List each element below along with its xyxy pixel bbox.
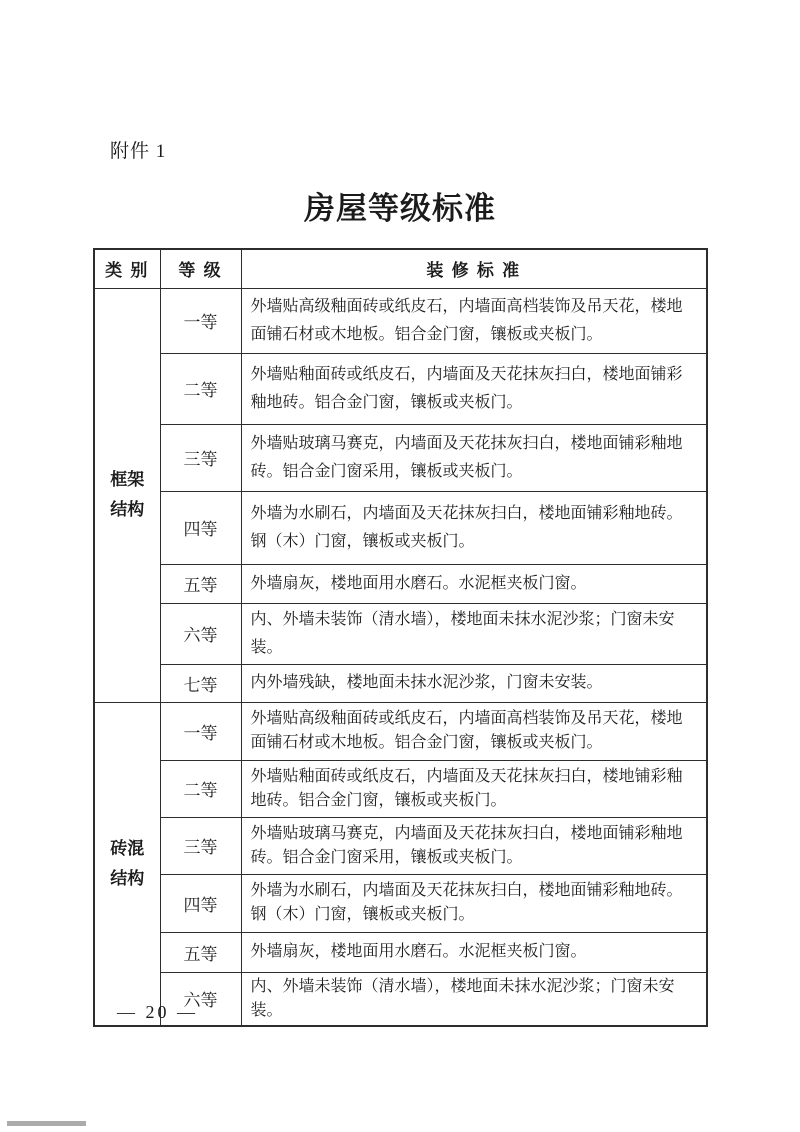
table-row: [94, 817, 707, 874]
grade-cell: 一等: [160, 288, 241, 353]
category-line: 砖混: [110, 838, 145, 858]
grade-cell: 四等: [160, 491, 241, 564]
table-row: [94, 564, 707, 603]
standard-cell: 外墙贴高级釉面砖或纸皮石，内墙面高档装饰及吊天花，楼地面铺石材或木地板。铝合金门窗，镶板或夹板门。: [241, 288, 707, 353]
grade-cell: 七等: [160, 664, 241, 702]
column-header-grade: 等 级: [160, 249, 241, 288]
standard-cell: 外墙贴高级釉面砖或纸皮石，内墙面高档装饰及吊天花，楼地面铺石材或木地板。铝合金门窗，镶板或夹板门。: [241, 702, 707, 760]
grade-cell: 六等: [160, 972, 241, 1026]
grade-cell: 三等: [160, 424, 241, 491]
category-line: 结构: [110, 868, 145, 888]
standard-cell: 外墙为水刷石，内墙面及天花抹灰扫白，楼地面铺彩釉地砖。钢（木）门窗，镶板或夹板门。: [241, 874, 707, 932]
standard-cell: 内、外墙未装饰（清水墙），楼地面未抹水泥沙浆；门窗未安装。: [241, 603, 707, 664]
page-title: 房屋等级标准: [304, 191, 496, 226]
scan-artifact-bar: [7, 1121, 86, 1126]
grade-cell: 一等: [160, 702, 241, 760]
attachment-label: 附件 1: [110, 141, 167, 162]
table-row: [94, 353, 707, 424]
column-header-standard: 装 修 标 准: [241, 249, 707, 288]
table-row: [94, 664, 707, 702]
standard-cell: 外墙贴玻璃马赛克，内墙面及天花抹灰扫白，楼地面铺彩釉地砖。铝合金门窗采用，镶板或夹板门。: [241, 424, 707, 491]
table-row: [94, 491, 707, 564]
housing-grade-standard-table: [93, 248, 708, 1027]
standard-cell: 外墙扇灰，楼地面用水磨石。水泥框夹板门窗。: [241, 564, 707, 603]
grade-cell: 五等: [160, 932, 241, 972]
category-cell-brick-concrete-structure: [94, 702, 160, 1026]
page-number: — 20 —: [117, 1002, 198, 1022]
category-cell-frame-structure: [94, 288, 160, 702]
table-row: [94, 932, 707, 972]
standard-cell: 外墙贴釉面砖或纸皮石，内墙面及天花抹灰扫白，楼地铺彩釉地砖。铝合金门窗，镶板或夹板门。: [241, 760, 707, 817]
grade-cell: 二等: [160, 760, 241, 817]
category-line: 框架: [110, 470, 145, 489]
table-row: [94, 288, 707, 353]
grade-cell: 二等: [160, 353, 241, 424]
table-row: [94, 760, 707, 817]
standard-cell: 外墙扇灰，楼地面用水磨石。水泥框夹板门窗。: [241, 932, 707, 972]
standard-cell: 外墙为水刷石，内墙面及天花抹灰扫白，楼地面铺彩釉地砖。钢（木）门窗，镶板或夹板门。: [241, 491, 707, 564]
standard-cell: 内、外墙未装饰（清水墙），楼地面未抹水泥沙浆；门窗未安装。: [241, 972, 707, 1026]
grade-cell: 四等: [160, 874, 241, 932]
grade-cell: 三等: [160, 817, 241, 874]
table-header-row: [94, 249, 707, 288]
standard-cell: 内外墙残缺，楼地面未抹水泥沙浆，门窗未安装。: [241, 664, 707, 702]
table-row: [94, 603, 707, 664]
table-row: [94, 702, 707, 760]
column-header-category: 类 别: [94, 249, 160, 288]
category-line: 结构: [110, 500, 145, 519]
grade-cell: 六等: [160, 603, 241, 664]
standard-cell: 外墙贴釉面砖或纸皮石，内墙面及天花抹灰扫白，楼地面铺彩釉地砖。铝合金门窗，镶板或夹板门。: [241, 353, 707, 424]
table-row: [94, 874, 707, 932]
standard-cell: 外墙贴玻璃马赛克，内墙面及天花抹灰扫白，楼地面铺彩釉地砖。铝合金门窗采用，镶板或夹板门。: [241, 817, 707, 874]
table-row: [94, 424, 707, 491]
grade-cell: 五等: [160, 564, 241, 603]
